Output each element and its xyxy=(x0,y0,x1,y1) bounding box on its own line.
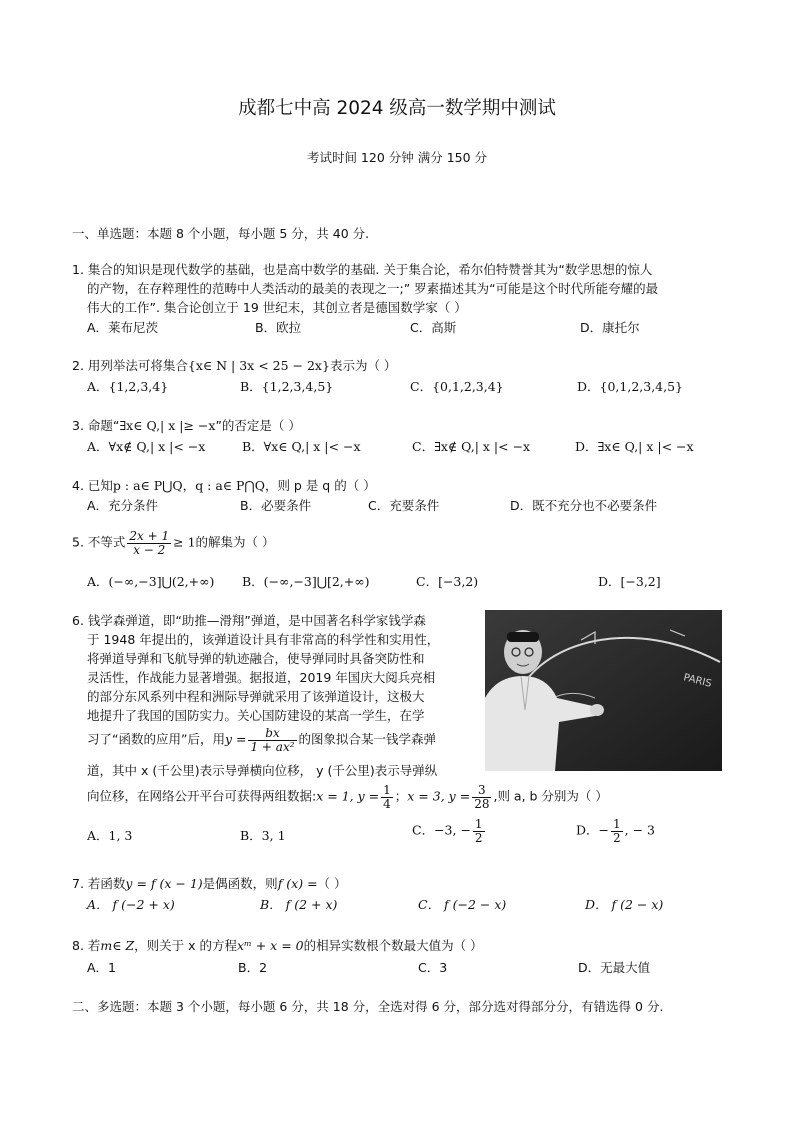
q2-prefix: 2. 用列举法可将集合 xyxy=(72,358,188,373)
q6-option-d-prefix: D．− xyxy=(576,822,609,838)
q6-option-c xyxy=(412,818,487,844)
q6-option-b: B．3, 1 xyxy=(240,828,286,843)
q3-prefix: 3. 命题“ xyxy=(72,418,120,433)
q3-option-d: D．∃x∈ Q,| x |< −x xyxy=(575,439,694,454)
q6-model-denominator: 1 + ax² xyxy=(250,739,295,754)
q6-l9-y1: y = xyxy=(357,788,380,804)
q3-suffix: ”的否定是（ ） xyxy=(215,418,301,433)
q4-prefix: 4. 已知 xyxy=(72,478,113,493)
q6-option-d-den: 2 xyxy=(613,830,621,845)
q2-stem xyxy=(72,356,396,375)
q6-option-c-prefix: C．−3, − xyxy=(412,822,471,838)
q1-option-b: B．欧拉 xyxy=(255,320,302,335)
q6-l9-x2: x = 3, xyxy=(407,788,445,804)
q1-option-a: A．莱布尼茨 xyxy=(87,320,159,335)
q8-condition: m∈ Z xyxy=(100,938,135,953)
q7-stem xyxy=(72,874,347,893)
q6-l9-mid: ； xyxy=(394,788,408,804)
q7-option-d: D． f (2 − x) xyxy=(585,897,664,912)
q3-proposition: ∃x∈ Q,| x |≥ −x xyxy=(119,418,216,433)
q6-line-7 xyxy=(87,727,436,753)
q8-option-b: B．2 xyxy=(238,960,268,975)
q6-line-9 xyxy=(87,784,608,810)
q4-option-c: C．充要条件 xyxy=(368,498,440,513)
q3-option-a: A．∀x∉ Q,| x |< −x xyxy=(87,439,206,454)
q6-l9-f1-den: 4 xyxy=(383,796,391,811)
q6-l9-fraction-2 xyxy=(472,784,491,810)
q3-option-b: B．∀x∈ Q,| x |< −x xyxy=(242,439,361,454)
q4-option-d: D．既不充分也不必要条件 xyxy=(510,498,658,513)
q5-numerator: 2x + 1 xyxy=(129,529,170,543)
q6-l9-f2-num: 3 xyxy=(472,784,491,798)
q6-line-6: 地提升了我国的国防实力。关心国防建设的某高一学生，在学 xyxy=(87,708,425,723)
q5-option-a: A．(−∞,−3]⋃(2,+∞) xyxy=(87,574,215,589)
q6-l7-y: y = xyxy=(224,731,247,747)
q6-option-d-suffix: , − 3 xyxy=(624,822,655,838)
q6-line-4: 灵活性，作战能力显著增强。据报道，2019 年国庆大阅兵亮相 xyxy=(87,670,436,685)
q8-option-d: D．无最大值 xyxy=(578,960,651,975)
q4-option-a: A．充分条件 xyxy=(87,498,159,513)
q6-option-d-num: 1 xyxy=(613,817,621,831)
q6-option-d-fraction xyxy=(611,818,623,844)
q8-stem xyxy=(72,936,483,955)
q5-stem xyxy=(72,530,275,556)
q1-option-c: C．高斯 xyxy=(410,320,457,335)
q7-option-b: B． f (2 + x) xyxy=(260,897,338,912)
exam-subtitle: 考试时间 120 分钟 满分 150 分 xyxy=(306,150,488,165)
q7-fx: f (x) = xyxy=(277,876,318,891)
q7-mid: 是偶函数，则 xyxy=(202,876,278,891)
q8-mid: ，则关于 x 的方程 xyxy=(134,938,238,953)
q4-q-definition: q : a∈ P⋂Q xyxy=(195,478,265,493)
q4-separator: ， xyxy=(182,478,196,493)
section-heading-multiple-choice: 二、多选题：本题 3 个小题，每小题 6 分，共 18 分，全选对得 6 分，部分选对得部分分，有错选得 0 分. xyxy=(72,999,664,1014)
q1-line-1: 1. 集合的知识是现代数学的基础，也是高中数学的基础. 关于集合论，希尔伯特赞誉其为“数学思想的惊人 xyxy=(72,262,653,277)
q1-line-3: 伟大的工作”. 集合论创立于 19 世纪末，其创立者是德国数学家（ ） xyxy=(87,300,467,315)
q7-prefix: 7. 若函数 xyxy=(72,876,126,891)
q6-l9-f2-den: 28 xyxy=(474,796,490,811)
photo-chalk-text: PARIS xyxy=(682,672,713,690)
q2-suffix: 表示为（ ） xyxy=(329,358,397,373)
q6-l7-suffix: 的图象拟合某一钱学森弹 xyxy=(298,731,437,747)
q5-option-d: D．[−3,2] xyxy=(598,574,661,589)
section-heading-single-choice: 一、单选题：本题 8 个小题，每小题 5 分，共 40 分. xyxy=(72,226,370,241)
q6-option-c-num: 1 xyxy=(474,817,483,831)
q8-option-c: C．3 xyxy=(418,960,448,975)
q8-option-a: A．1 xyxy=(87,960,117,975)
q6-l9-x1: x = 1, xyxy=(316,788,354,804)
q4-stem xyxy=(72,476,376,495)
q8-prefix: 8. 若 xyxy=(72,938,101,953)
q6-line-1: 6. 钱学森弹道，即“助推—滑翔”弹道，是中国著名科学家钱学森 xyxy=(72,613,426,628)
q3-option-c: C．∃x∉ Q,| x |< −x xyxy=(412,439,531,454)
q6-option-c-den: 2 xyxy=(474,830,483,845)
q6-model-numerator: bx xyxy=(248,727,296,741)
q8-suffix: 的相异实数根个数最大值为（ ） xyxy=(303,938,483,953)
q5-denominator: x − 2 xyxy=(133,542,166,557)
qian-xuesen-photo xyxy=(485,610,722,771)
photo-illustration xyxy=(485,610,722,771)
q2-option-b: B．{1,2,3,4,5} xyxy=(240,379,334,394)
q6-line-5: 的部分东风系列中程和洲际导弹就采用了该弹道设计，这极大 xyxy=(87,689,425,704)
q6-model-fraction xyxy=(248,727,296,753)
q7-option-a: A． f (−2 + x) xyxy=(87,897,175,912)
exam-title: 成都七中高 2024 级高一数学期中测试 xyxy=(238,98,556,119)
q2-set-expression: {x∈ N | 3x < 25 − 2x} xyxy=(187,358,330,373)
q5-suffix: 的解集为（ ） xyxy=(195,534,275,550)
q6-l9-f1-num: 1 xyxy=(383,783,391,797)
q4-suffix: ，则 p 是 q 的（ ） xyxy=(264,478,376,493)
q6-l7-prefix: 习了“函数的应用”后，用 xyxy=(87,731,225,747)
q6-l9-suffix: ,则 a, b 分别为（ ） xyxy=(493,788,608,804)
q5-prefix: 5. 不等式 xyxy=(72,534,126,550)
q1-option-d: D．康托尔 xyxy=(580,320,640,335)
q6-option-c-fraction xyxy=(473,818,485,844)
q3-stem xyxy=(72,416,301,435)
q6-line-2: 于 1948 年提出的，该弹道设计具有非常高的科学性和实用性， xyxy=(87,632,440,647)
q6-l9-prefix: 向位移，在网络公开平台可获得两组数据: xyxy=(87,788,317,804)
q8-equation: xᵐ + x = 0 xyxy=(237,938,304,953)
q1-line-2: 的产物，在存粹理性的范畴中人类活动的最美的表现之一;” 罗素描述其为“可能是这个时代所能夸耀的最 xyxy=(87,281,659,296)
q6-line-8: 道，其中 x (千公里)表示导弹横向位移， y (千公里)表示导弹纵 xyxy=(87,763,438,778)
q2-option-a: A．{1,2,3,4} xyxy=(87,379,169,394)
q6-l9-y2: y = xyxy=(448,788,471,804)
q4-p-definition: p : a∈ P⋃Q xyxy=(112,478,183,493)
q5-option-c: C．[−3,2) xyxy=(416,574,479,589)
q6-option-d xyxy=(576,818,655,844)
q5-option-b: B．(−∞,−3]⋃[2,+∞) xyxy=(242,574,370,589)
q7-option-c: C． f (−2 − x) xyxy=(418,897,507,912)
q6-line-3: 将弹道导弹和飞航导弹的轨迹融合，使导弹同时具备突防性和 xyxy=(87,651,425,666)
q4-option-b: B．必要条件 xyxy=(240,498,312,513)
q2-option-d: D．{0,1,2,3,4,5} xyxy=(577,379,684,394)
q2-option-c: C．{0,1,2,3,4} xyxy=(410,379,504,394)
q6-option-a: A．1, 3 xyxy=(87,828,133,843)
q6-l9-fraction-1 xyxy=(381,784,393,810)
q5-fraction xyxy=(127,530,171,556)
q5-relation: ≥ 1 xyxy=(173,534,196,550)
q7-function: y = f (x − 1) xyxy=(125,876,203,891)
q7-suffix: （ ） xyxy=(317,876,347,891)
